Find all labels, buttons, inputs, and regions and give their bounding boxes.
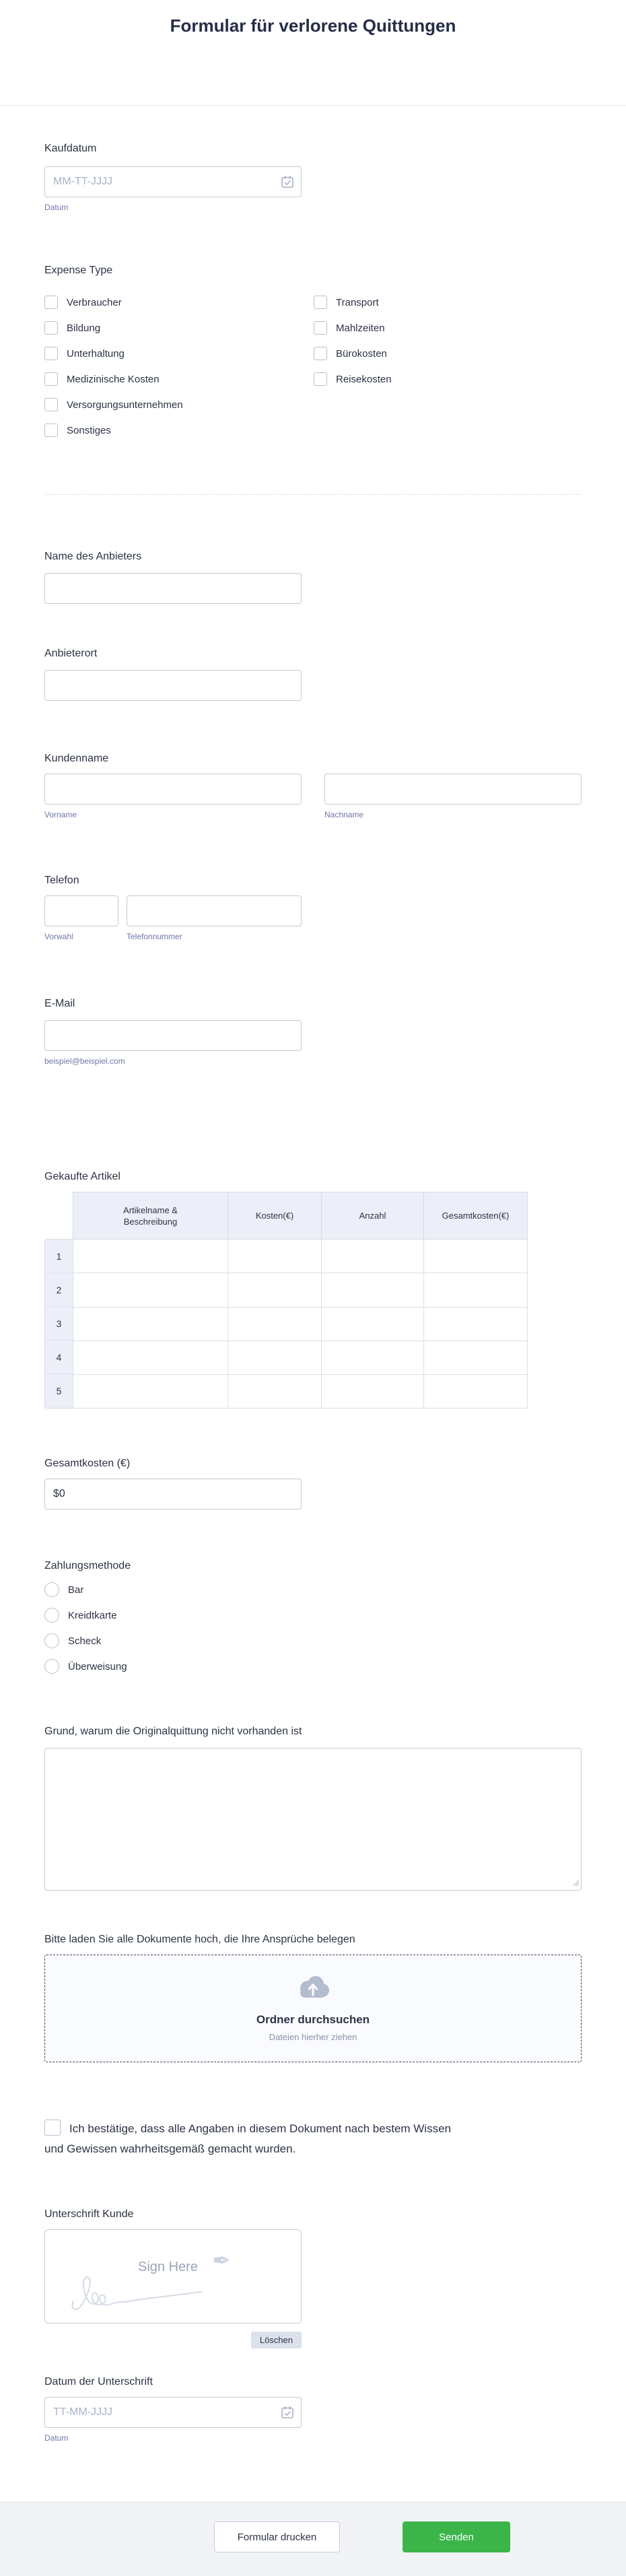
column-header: Kosten(€) xyxy=(228,1192,322,1240)
email-label: E-Mail xyxy=(44,998,75,1009)
checkbox-label: Transport xyxy=(336,296,379,308)
checkbox-option[interactable] xyxy=(44,320,314,335)
checkbox-icon[interactable] xyxy=(44,398,58,411)
table-cell[interactable] xyxy=(424,1341,528,1374)
signature-date-section xyxy=(44,2375,582,2443)
calendar-icon[interactable] xyxy=(280,174,295,189)
signature-date-input[interactable] xyxy=(44,2397,302,2428)
first-name-sublabel: Vorname xyxy=(44,810,77,819)
expense-type-section xyxy=(44,264,582,448)
vendor-location-section xyxy=(44,647,582,701)
signature-date-sublabel: Datum xyxy=(44,2433,69,2443)
page-title: Formular für verlorene Quittungen xyxy=(170,15,456,36)
payment-method-section xyxy=(44,1559,582,1674)
submit-button[interactable]: Senden xyxy=(403,2521,510,2552)
table-row xyxy=(73,1341,528,1374)
row-number: 2 xyxy=(45,1273,73,1307)
checkbox-icon[interactable] xyxy=(44,2120,61,2136)
phone-section xyxy=(44,874,582,942)
action-bar xyxy=(0,2502,626,2576)
email-input[interactable] xyxy=(44,1020,302,1051)
resize-handle-icon[interactable] xyxy=(572,1878,580,1890)
checkbox-label: Bildung xyxy=(67,322,101,334)
reason-label: Grund, warum die Originalquittung nicht vorhanden ist xyxy=(44,1726,302,1737)
checkbox-option[interactable] xyxy=(44,295,314,310)
checkbox-icon[interactable] xyxy=(314,321,327,335)
table-cell[interactable] xyxy=(228,1273,322,1307)
checkbox-icon[interactable] xyxy=(314,372,327,386)
signature-date-label: Datum der Unterschrift xyxy=(44,2376,153,2387)
table-cell[interactable] xyxy=(424,1240,528,1273)
checkbox-icon[interactable] xyxy=(44,296,58,309)
purchased-items-section xyxy=(44,1170,582,1409)
table-cell[interactable] xyxy=(228,1341,322,1374)
form-header xyxy=(0,0,626,106)
checkbox-option[interactable] xyxy=(44,372,314,386)
checkbox-icon[interactable] xyxy=(314,347,327,360)
radio-icon[interactable] xyxy=(44,1608,59,1623)
payment-method-label: Zahlungsmethode xyxy=(44,1560,131,1571)
radio-icon[interactable] xyxy=(44,1633,59,1648)
table-cell[interactable] xyxy=(228,1307,322,1341)
clear-signature-button[interactable]: Löschen xyxy=(251,2332,302,2348)
table-cell[interactable] xyxy=(322,1307,424,1341)
row-number: 1 xyxy=(45,1240,73,1273)
reason-section xyxy=(44,1725,582,1894)
confirmation-option[interactable] xyxy=(44,2119,455,2159)
signature-label: Unterschrift Kunde xyxy=(44,2208,134,2220)
signature-stroke xyxy=(69,2272,238,2317)
browse-files-button[interactable]: Ordner durchsuchen xyxy=(256,2013,370,2026)
radio-label: Kreidtkarte xyxy=(68,1609,117,1621)
checkbox-icon[interactable] xyxy=(314,296,327,309)
table-cell[interactable] xyxy=(322,1273,424,1307)
section-divider xyxy=(44,494,582,495)
row-number: 4 xyxy=(45,1341,73,1374)
upload-label: Bitte laden Sie alle Dokumente hoch, die Ihre Ansprüche belegen xyxy=(44,1934,355,1945)
upload-section xyxy=(44,1933,582,2062)
radio-label: Bar xyxy=(68,1584,84,1596)
file-dropzone[interactable] xyxy=(44,1955,582,2062)
reason-textarea[interactable] xyxy=(44,1748,582,1891)
checkbox-label: Medizinische Kosten xyxy=(67,373,160,385)
signature-pad[interactable] xyxy=(44,2229,302,2324)
purchase-date-sublabel: Datum xyxy=(44,203,69,212)
checkbox-label: Mahlzeiten xyxy=(336,322,385,334)
table-cell[interactable] xyxy=(73,1374,228,1408)
purchase-date-input[interactable] xyxy=(44,166,302,197)
vendor-name-section xyxy=(44,550,582,604)
items-table xyxy=(44,1192,582,1409)
pen-nib-icon: ✒ xyxy=(212,2248,232,2274)
checkbox-option[interactable] xyxy=(44,397,314,412)
radio-label: Scheck xyxy=(68,1635,102,1647)
email-section xyxy=(44,997,582,1066)
table-row xyxy=(73,1273,528,1307)
radio-label: Überweisung xyxy=(68,1660,127,1672)
phone-label: Telefon xyxy=(44,875,79,886)
table-cell[interactable] xyxy=(73,1307,228,1341)
table-header-row xyxy=(73,1192,528,1240)
customer-name-label: Kundenname xyxy=(44,753,109,764)
purchase-date-label: Kaufdatum xyxy=(44,143,97,154)
table-cell[interactable] xyxy=(228,1240,322,1273)
column-header: Anzahl xyxy=(322,1192,424,1240)
drop-files-hint: Dateien hierher ziehen xyxy=(269,2032,357,2042)
total-cost-label: Gesamtkosten (€) xyxy=(44,1458,131,1469)
column-header: Artikelname & Beschreibung xyxy=(73,1192,228,1240)
checkbox-icon[interactable] xyxy=(44,347,58,360)
calendar-icon[interactable] xyxy=(280,2405,295,2420)
row-number: 3 xyxy=(45,1307,73,1341)
column-header: Gesamtkosten(€) xyxy=(424,1192,528,1240)
table-cell[interactable] xyxy=(322,1374,424,1408)
checkbox-label: Unterhaltung xyxy=(67,347,125,360)
print-form-button[interactable]: Formular drucken xyxy=(214,2521,340,2552)
table-cell[interactable] xyxy=(73,1341,228,1374)
table-row xyxy=(73,1374,528,1408)
total-cost-section xyxy=(44,1457,582,1510)
checkbox-label: Bürokosten xyxy=(336,347,387,360)
signature-section xyxy=(44,2208,582,2348)
purchased-items-label: Gekaufte Artikel xyxy=(44,1171,120,1182)
table-cell[interactable] xyxy=(424,1374,528,1408)
table-cell[interactable] xyxy=(73,1273,228,1307)
checkbox-icon[interactable] xyxy=(44,321,58,335)
table-row xyxy=(73,1307,528,1341)
radio-option[interactable] xyxy=(44,1608,582,1623)
phone-number-input[interactable] xyxy=(127,895,302,926)
last-name-input[interactable] xyxy=(324,774,582,805)
vendor-name-input[interactable] xyxy=(44,573,302,604)
checkbox-option[interactable] xyxy=(44,423,314,438)
table-cell[interactable] xyxy=(424,1307,528,1341)
radio-option[interactable] xyxy=(44,1659,582,1674)
confirmation-label: Ich bestätige, dass alle Angaben in diesem Dokument nach bestem Wissen und Gewissen wahrheitsgemäß gemacht wurden. xyxy=(44,2122,451,2155)
vendor-location-input[interactable] xyxy=(44,670,302,701)
row-number: 5 xyxy=(56,1386,62,1396)
table-cell[interactable] xyxy=(322,1341,424,1374)
table-cell[interactable] xyxy=(424,1273,528,1307)
checkbox-icon[interactable] xyxy=(44,423,58,437)
area-code-sublabel: Vorwahl xyxy=(44,932,73,941)
total-cost-input[interactable] xyxy=(44,1479,302,1510)
sign-here-watermark: Sign Here xyxy=(138,2260,198,2274)
checkbox-option[interactable] xyxy=(314,320,582,335)
radio-option[interactable] xyxy=(44,1633,582,1648)
checkbox-label: Reisekosten xyxy=(336,373,392,385)
row-number-column xyxy=(44,1239,73,1409)
checkbox-option[interactable] xyxy=(314,295,582,310)
email-helper: beispiel@beispiel.com xyxy=(44,1056,125,1066)
phone-number-sublabel: Telefonnummer xyxy=(127,932,182,941)
checkbox-option[interactable] xyxy=(314,372,582,386)
customer-name-section xyxy=(44,752,582,820)
table-row xyxy=(73,1240,528,1273)
checkbox-label: Sonstiges xyxy=(67,424,111,436)
confirmation-section xyxy=(44,2119,582,2159)
table-cell[interactable] xyxy=(228,1374,322,1408)
first-name-input[interactable] xyxy=(44,774,302,805)
vendor-location-label: Anbieterort xyxy=(44,648,98,659)
radio-icon[interactable] xyxy=(44,1582,59,1597)
checkbox-label: Verbraucher xyxy=(67,296,122,308)
checkbox-icon[interactable] xyxy=(44,372,58,386)
checkbox-option[interactable] xyxy=(44,346,314,361)
radio-option[interactable] xyxy=(44,1582,582,1597)
table-cell[interactable] xyxy=(322,1240,424,1273)
checkbox-option[interactable] xyxy=(314,346,582,361)
vendor-name-label: Name des Anbieters xyxy=(44,551,142,562)
radio-icon[interactable] xyxy=(44,1659,59,1674)
cloud-upload-icon xyxy=(295,1975,331,2004)
purchase-date-section xyxy=(44,142,582,213)
last-name-sublabel: Nachname xyxy=(324,810,364,819)
expense-type-label: Expense Type xyxy=(44,265,113,276)
checkbox-label: Versorgungsunternehmen xyxy=(67,399,183,411)
table-cell[interactable] xyxy=(73,1240,228,1273)
area-code-input[interactable] xyxy=(44,895,118,926)
